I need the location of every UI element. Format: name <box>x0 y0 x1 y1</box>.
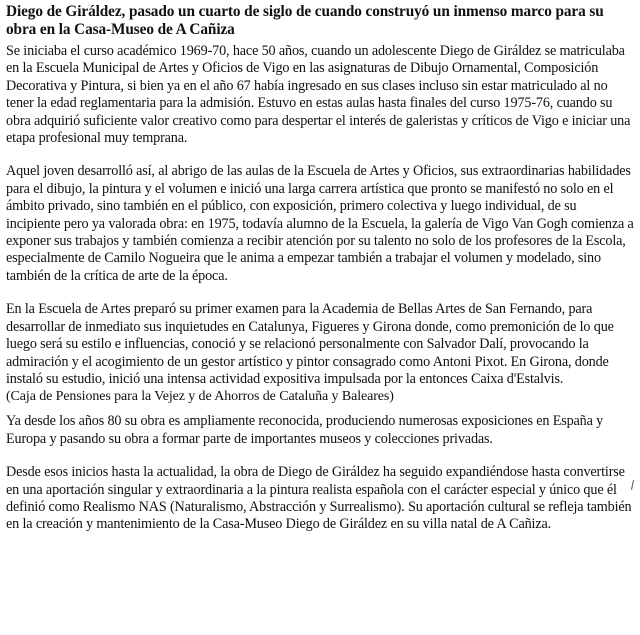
paragraph-legacy: Desde esos inicios hasta la actualidad, la obra de Diego de Giráldez ha seguido expandiéndose hasta convertirse en una aportación singular y extraordinaria a la pintura realista española con el carácter especial y único que él definió como Realismo NAS (Naturalismo, Abstracción y Surrealismo). Su aportación cultural se refleja también en la creación y mantenimiento de la Casa-Museo Diego de Giráldez en su villa natal de A Cañiza. <box>6 464 632 533</box>
caixa-note: (Caja de Pensiones para la Vejez y de Ahorros de Cataluña y Baleares) <box>6 389 394 405</box>
paragraph-recognition: Ya desde los años 80 su obra es ampliamente reconocida, produciendo numerosas exposiciones en España y Europa y pasando su obra a formar parte de importantes museos y colecciones privadas. <box>6 413 604 447</box>
paragraph-early-studies: Se iniciaba el curso académico 1969-70, hace 50 años, cuando un adolescente Diego de Giráldez se matriculaba en la Escuela Municipal de Artes y Oficios de Vigo en las asignaturas de Dibujo Ornamental, Composición Decorativa y Pintura, si bien ya en el año 67 había ingresado en sus clases incluso sin estar matriculado al no tener la edad reglamentaria para la admisión. Estuvo en estas aulas hasta finales del curso 1975-76, cuando su obra adquirió suficiente valor creativo como para despertar el interés de galeristas y críticos de Vigo e iniciar una etapa profesional muy temprana. <box>6 43 631 147</box>
document-title: Diego de Giráldez, pasado un cuarto de siglo de cuando construyó un inmenso marco para su obra en la Casa-Museo de A Cañiza <box>6 3 604 38</box>
paragraph-career-start: Aquel joven desarrolló así, al abrigo de las aulas de la Escuela de Artes y Oficios, sus extraordinarias habilidades para el dibujo, la pintura y el volumen e inició una larga carrera artística que pronto se manifestó no solo en el ámbito privado, sino también en el público, con exposición, primero colectiva y luego individual, de su incipiente pero ya valorada obra: en 1975, todavía alumno de la Escuela, la galería de Vigo Van Gogh comienza a exponer sus trabajos y también comienza a recibir atención por su talento no solo de los profesores de la Escola, especialmente de Camilo Nogueira que le anima a empezar también a trabajar el volumen y modelado, sino también de la crítica de arte de la época. <box>6 163 634 284</box>
paragraph-catalunya: En la Escuela de Artes preparó su primer examen para la Academia de Bellas Artes de San Fernando, para desarrollar de inmediato sus inquietudes en Catalunya, Figueres y Girona donde, como premonición de lo que luego será su estilo e influencias, conoció y se relacionó personalmente con Salvador Dalí, provocando la admiración y el acogimiento de un gestor artístico y pintor consagrado como Antoni Pixot. En Girona, donde instaló su estudio, inició una intensa actividad expositiva impulsada por la entonces Caixa d'Estalvis. <box>6 301 614 387</box>
